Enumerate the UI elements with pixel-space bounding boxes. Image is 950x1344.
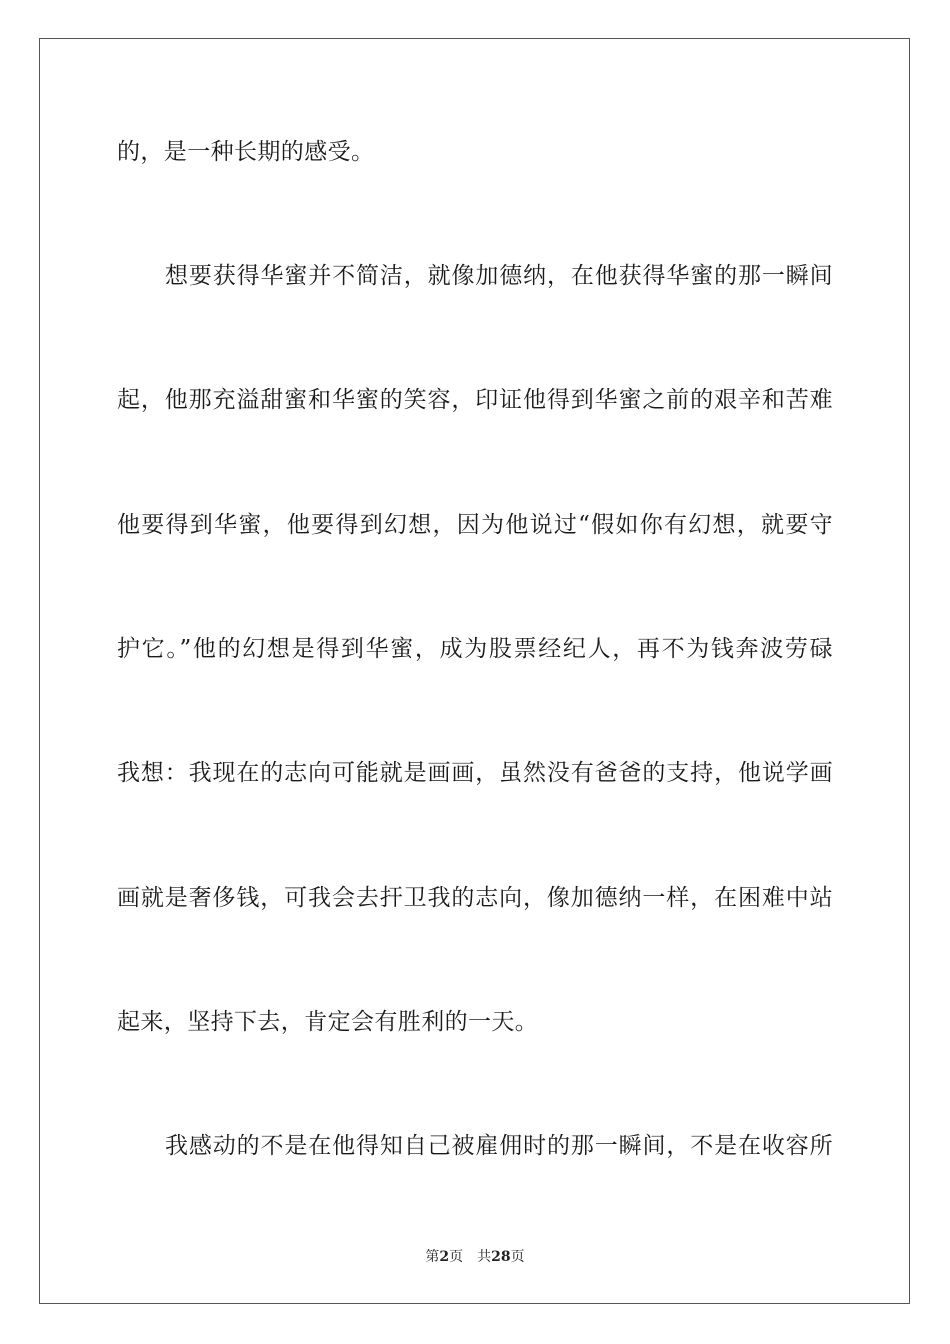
page-current-number: 2	[439, 1249, 450, 1265]
text-line-5: 护它。”他的幻想是得到华蜜，成为股票经纪人，再不为钱奔波劳碌	[117, 636, 833, 662]
text-line-7: 画就是奢侈钱，可我会去扞卫我的志向，像加德纳一样，在困难中站	[117, 885, 833, 911]
page-total-number: 28	[491, 1249, 511, 1265]
page-label-unit: 页	[449, 1249, 464, 1265]
total-label-prefix: 共	[477, 1249, 492, 1265]
text-line-3: 起，他那充溢甜蜜和华蜜的笑容，印证他得到华蜜之前的艰辛和苦难	[117, 387, 833, 413]
text-line-6: 我想：我现在的志向可能就是画画，虽然没有爸爸的支持，他说学画	[117, 760, 833, 786]
text-line-2: 想要获得华蜜并不简洁，就像加德纳，在他获得华蜜的那一瞬间	[165, 263, 833, 289]
text-line-8: 起来，坚持下去，肯定会有胜利的一天。	[117, 1009, 539, 1035]
text-line-4: 他要得到华蜜，他要得到幻想，因为他说过“假如你有幻想，就要守	[117, 512, 833, 538]
text-line-1: 的，是一种长期的感受。	[117, 139, 375, 165]
page-label-prefix: 第	[425, 1249, 440, 1265]
page-border	[39, 38, 910, 1304]
page-footer	[0, 1248, 950, 1266]
text-line-9: 我感动的不是在他得知自己被雇佣时的那一瞬间，不是在收容所	[165, 1133, 833, 1159]
total-label-unit: 页	[510, 1249, 525, 1265]
